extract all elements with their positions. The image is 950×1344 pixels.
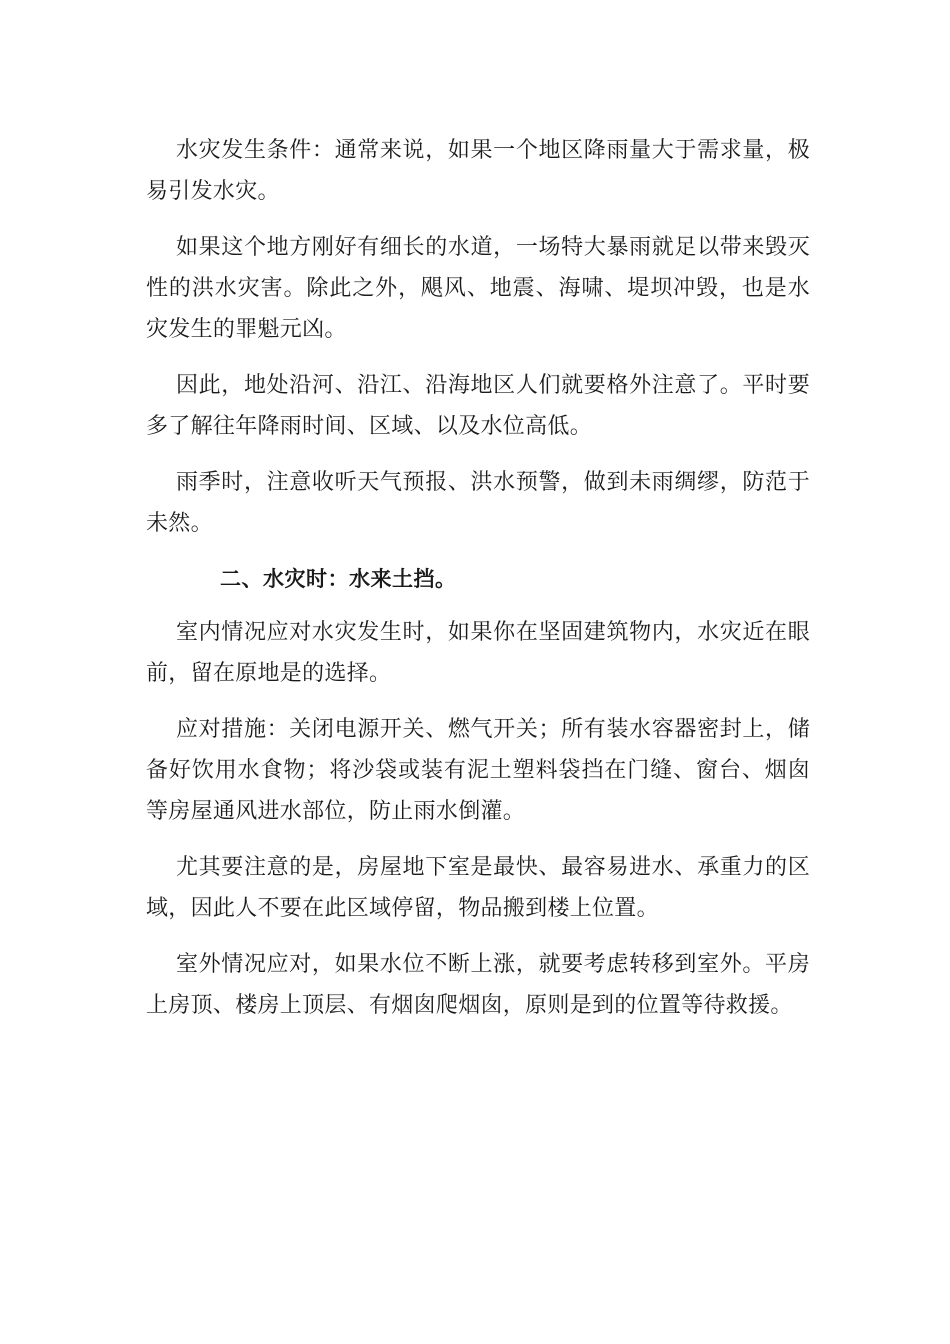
section-heading: 二、水灾时：水来土挡。 [220,567,457,591]
paragraph-rainy-season: 雨季时，注意收听天气预报、洪水预警，做到未雨绸缪，防范于未然。 [146,470,810,536]
paragraph-flood-conditions: 水灾发生条件：通常来说，如果一个地区降雨量大于需求量，极易引发水灾。 [146,138,810,204]
document-body [146,130,810,1041]
paragraph-flood-causes: 如果这个地方刚好有细长的水道，一场特大暴雨就足以带来毁灭性的洪水灾害。除此之外，飓风、地震、海啸、堤坝冲毁，也是水灾发生的罪魁元凶。 [146,235,810,342]
paragraph-measures: 应对措施：关闭电源开关、燃气开关；所有装水容器密封上，储备好饮用水食物；将沙袋或装有泥土塑料袋挡在门缝、窗台、烟囱等房屋通风进水部位，防止雨水倒灌。 [146,717,810,824]
paragraph-riverside-warning: 因此，地处沿河、沿江、沿海地区人们就要格外注意了。平时要多了解往年降雨时间、区域、以及水位高低。 [146,373,810,439]
paragraph-outdoor-response: 室外情况应对，如果水位不断上涨，就要考虑转移到室外。平房上房顶、楼房上顶层、有烟囱爬烟囱，原则是到的位置等待救援。 [146,952,810,1018]
paragraph-indoor-response: 室内情况应对水灾发生时，如果你在坚固建筑物内，水灾近在眼前，留在原地是的选择。 [146,620,810,686]
paragraph-basement-warning: 尤其要注意的是，房屋地下室是最快、最容易进水、承重力的区域，因此人不要在此区域停留，物品搬到楼上位置。 [146,855,810,921]
